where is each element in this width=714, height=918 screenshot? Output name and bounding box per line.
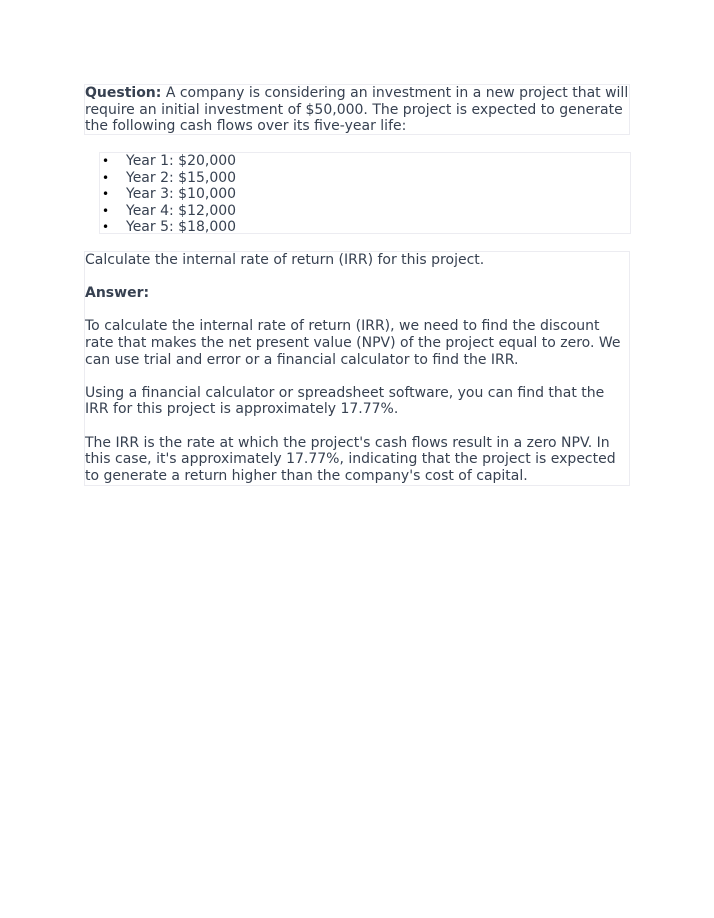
list-item xyxy=(100,170,630,187)
bullet-icon: • xyxy=(102,154,110,168)
bullet-icon: • xyxy=(102,203,110,218)
list-item xyxy=(100,153,630,170)
prompt-text: Calculate the internal rate of return (IRR) for this project. xyxy=(85,252,485,268)
question-paragraph xyxy=(85,85,629,135)
cash-flow-list-block xyxy=(99,152,631,234)
cash-flow-year-4: Year 4: $12,000 xyxy=(126,202,237,219)
answer-label: Answer: xyxy=(85,285,150,302)
question-text: A company is considering an investment in a new project that will require an initial investment of $50,000. The project is expected to generate the following cash flows over its five-year life: xyxy=(85,85,629,135)
question-block xyxy=(84,84,630,135)
cash-flow-year-1: Year 1: $20,000 xyxy=(126,153,237,169)
bullet-icon: • xyxy=(102,220,110,235)
cash-flow-list xyxy=(100,153,630,236)
list-item xyxy=(100,186,630,203)
answer-paragraph-3: The IRR is the rate at which the project's cash flows result in a zero NPV. In this case, it's approximately 17.77%, indicating that the project is expected to generate a return higher than the company's cost of capital. xyxy=(85,434,616,484)
answer-paragraph-2: Using a financial calculator or spreadsheet software, you can find that the IRR for this project is approximately 17.77%. xyxy=(85,384,605,418)
cash-flow-year-2: Year 2: $15,000 xyxy=(126,169,237,186)
answer-paragraph-1: To calculate the internal rate of return (IRR), we need to find the discount rate that makes the net present value (NPV) of the project equal to zero. We can use trial and error or a financial calculator to find the IRR. xyxy=(85,318,621,368)
bullet-icon: • xyxy=(102,170,110,185)
answer-block xyxy=(84,251,630,486)
list-item xyxy=(100,219,630,236)
bullet-icon: • xyxy=(102,187,110,202)
cash-flow-year-5: Year 5: $18,000 xyxy=(126,219,237,236)
list-item xyxy=(100,203,630,220)
cash-flow-year-3: Year 3: $10,000 xyxy=(126,186,237,203)
question-label: Question: xyxy=(85,85,162,101)
